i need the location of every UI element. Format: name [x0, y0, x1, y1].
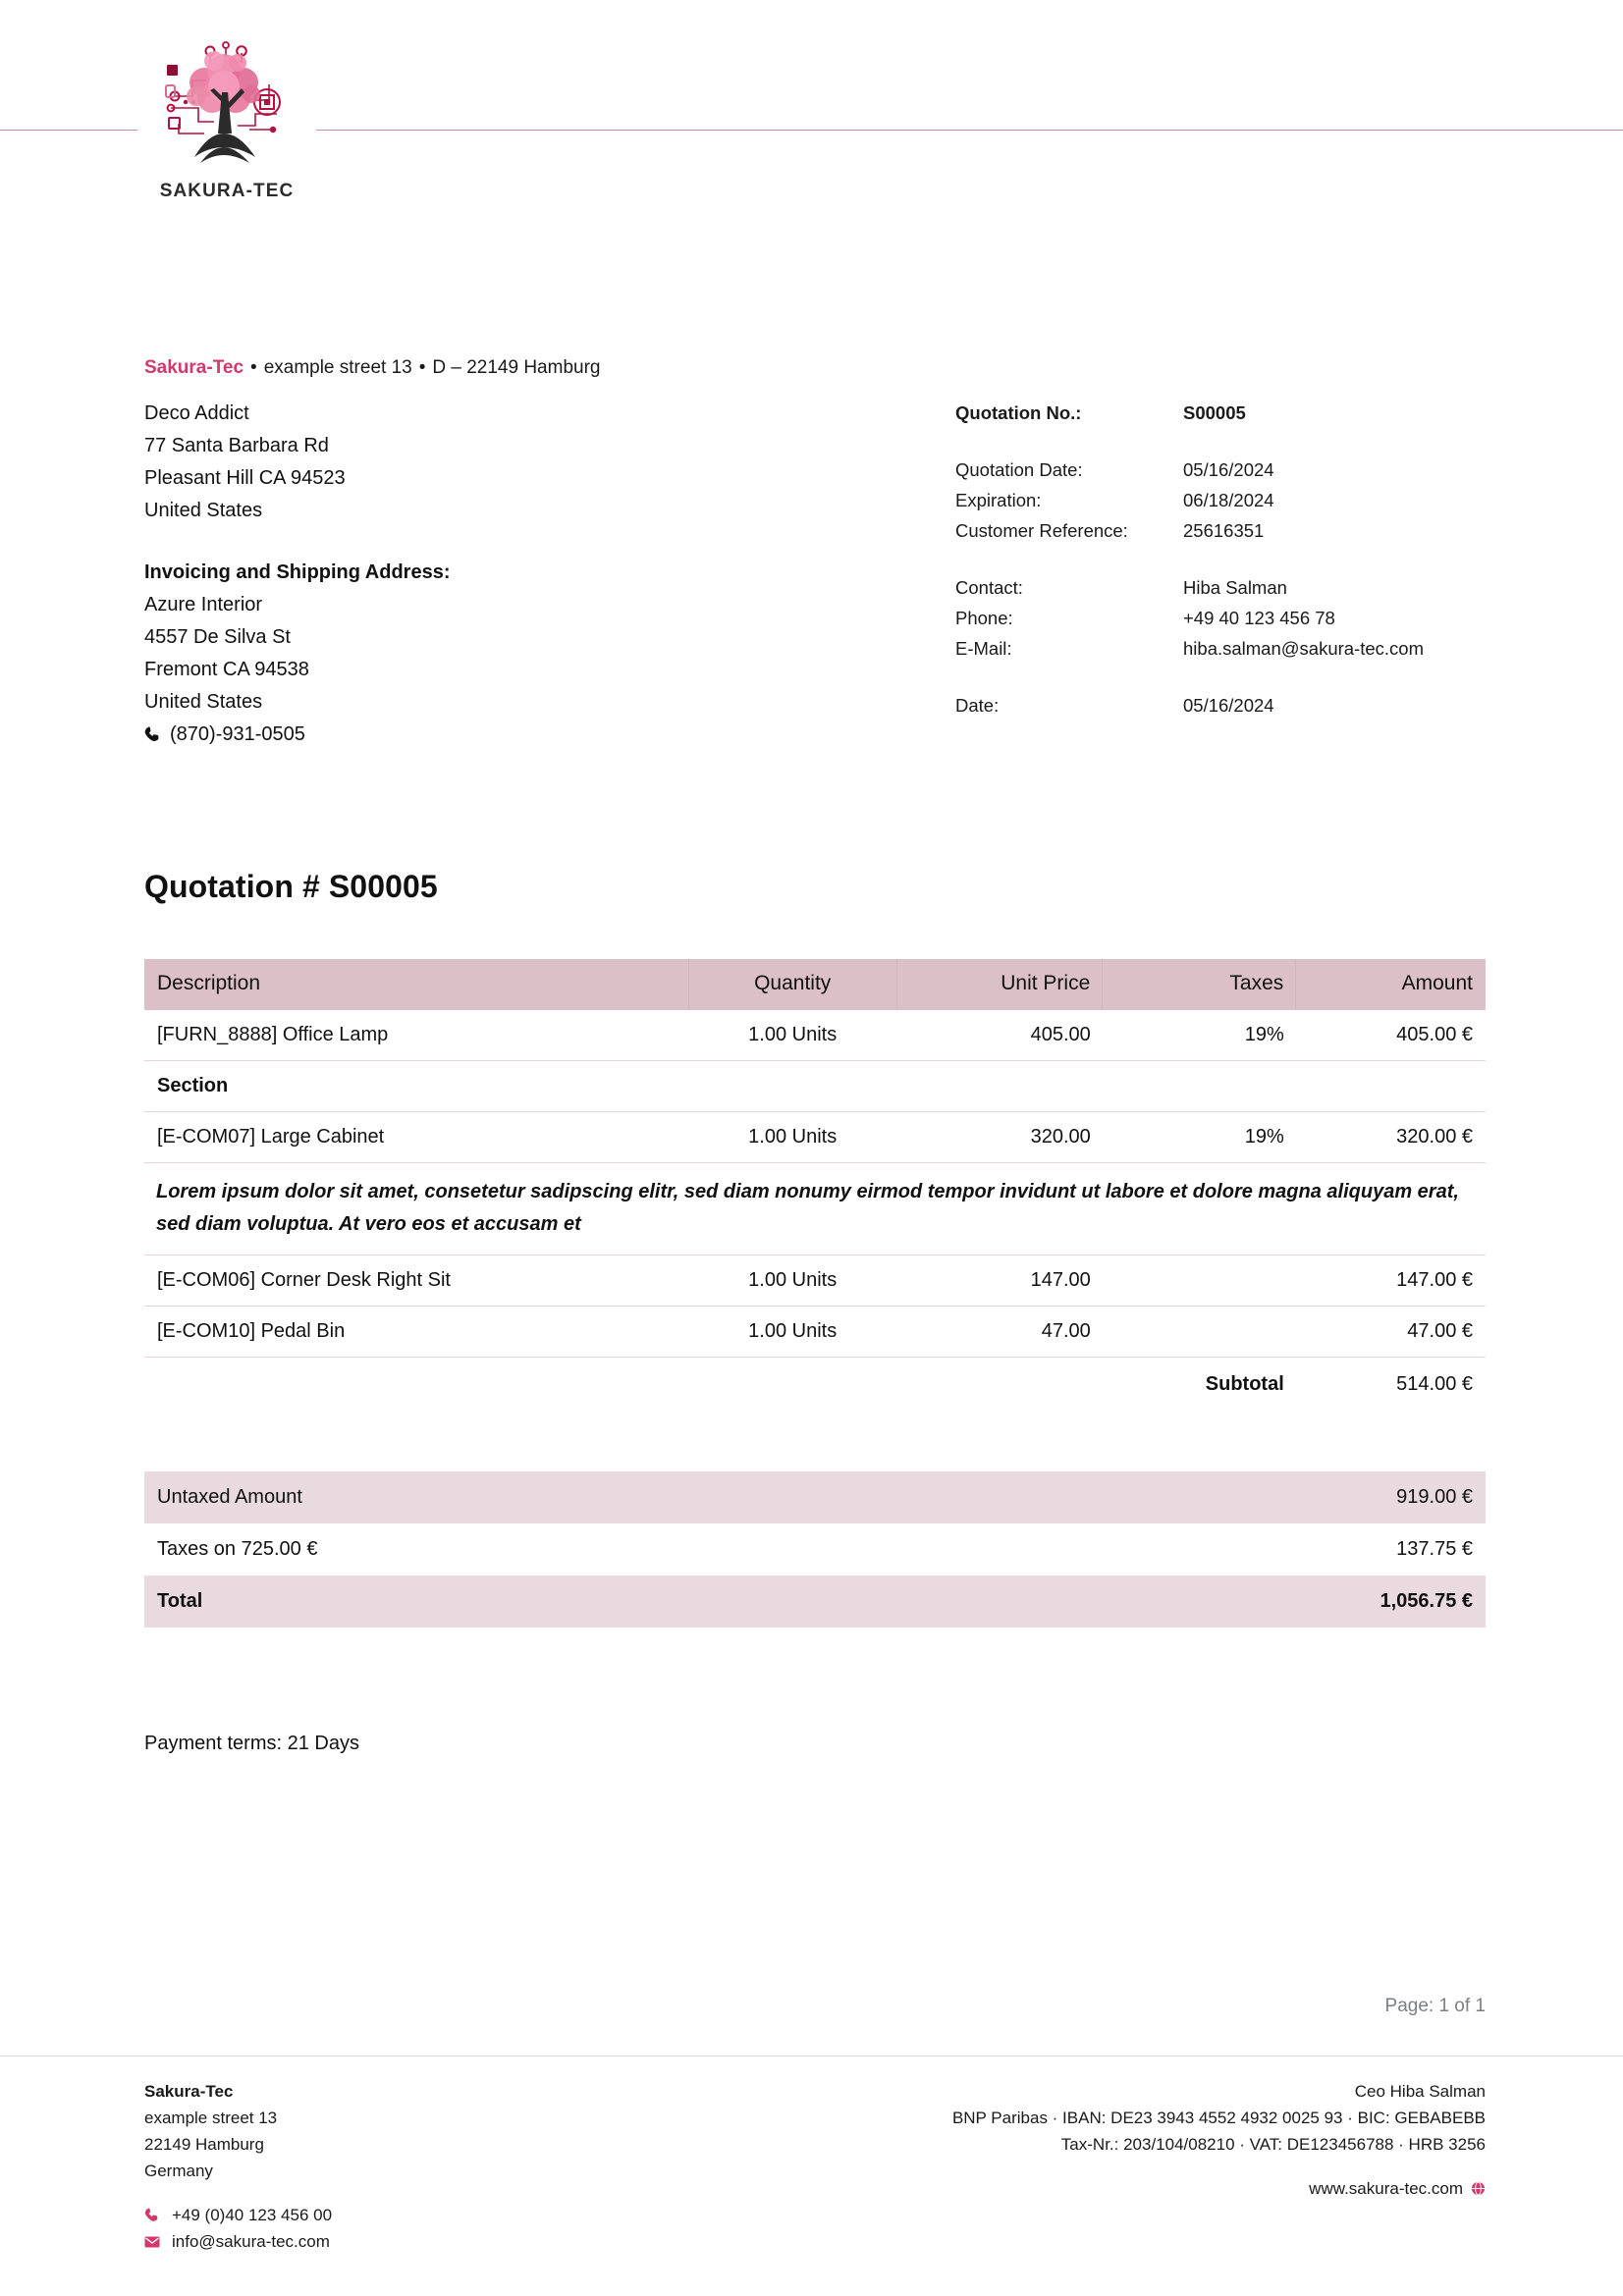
payment-terms-text: Payment terms: 21 Days [144, 1733, 359, 1754]
meta-label-contact: Contact: [955, 577, 1023, 598]
meta-value-quotation-date: 05/16/2024 [1183, 459, 1274, 480]
meta-value-phone: +49 40 123 456 78 [1183, 608, 1335, 628]
sender-city: D – 22149 Hamburg [432, 357, 601, 378]
row-unit-price: 320.00 [896, 1112, 1102, 1163]
footer-company-street: example street 13 [144, 2109, 278, 2127]
meta-spacer-3 [955, 664, 1424, 690]
footer-email-value: info@sakura-tec.com [172, 2232, 330, 2251]
subtotal-spacer [144, 1358, 1103, 1411]
footer-website-value: www.sakura-tec.com [1309, 2179, 1463, 2198]
footer-tax-details: Tax-Nr.: 203/104/08210 · VAT: DE123456788 · HRB 3256 [1060, 2135, 1486, 2154]
footer-phone-row [144, 2202, 332, 2228]
table-note-row [144, 1163, 1486, 1255]
shipping-phone-row [144, 719, 451, 751]
meta-row-contact [955, 572, 1424, 603]
footer-website-row [589, 2175, 1486, 2202]
total-value: 1,056.75 € [1216, 1575, 1486, 1628]
totals-row-total [144, 1575, 1486, 1628]
totals-row-untaxed [144, 1471, 1486, 1523]
footer-company-name: Sakura-Tec [144, 2082, 234, 2101]
total-label: Total [144, 1575, 1216, 1628]
meta-value-customer-reference: 25616351 [1183, 520, 1265, 541]
untaxed-amount-label: Untaxed Amount [144, 1471, 1216, 1523]
footer-ceo: Ceo Hiba Salman [1354, 2082, 1486, 2101]
meta-label-quotation-date: Quotation Date: [955, 459, 1083, 480]
column-header-unit-price: Unit Price [896, 959, 1102, 1010]
footer-company-city: 22149 Hamburg [144, 2135, 264, 2154]
footer-contact-block [144, 2202, 332, 2255]
meta-value-expiration: 06/18/2024 [1183, 490, 1274, 510]
sender-separator-2: • [418, 357, 426, 378]
footer-legal-block [589, 2078, 1486, 2202]
footer-company-country: Germany [144, 2162, 213, 2180]
customer-name: Deco Addict [144, 402, 249, 424]
taxes-label: Taxes on 725.00 € [157, 1538, 318, 1560]
sender-return-address-line [144, 357, 600, 379]
line-items-header-row [144, 959, 1486, 1010]
row-taxes [1103, 1255, 1296, 1307]
row-description: [FURN_8888] Office Lamp [144, 1010, 688, 1061]
globe-icon [1471, 2181, 1486, 2196]
address-block [144, 398, 451, 751]
meta-row-phone [955, 603, 1424, 633]
meta-spacer-1 [955, 428, 1424, 454]
row-unit-price: 147.00 [896, 1255, 1102, 1307]
meta-label-quotation-no: Quotation No.: [955, 402, 1082, 423]
meta-label-customer-reference: Customer Reference: [955, 520, 1128, 541]
row-amount: 405.00 € [1296, 1010, 1486, 1061]
shipping-phone-value: (870)-931-0505 [170, 723, 305, 745]
phone-icon [144, 2208, 160, 2223]
row-amount: 47.00 € [1296, 1307, 1486, 1358]
row-description: [E-COM07] Large Cabinet [144, 1112, 688, 1163]
table-row [144, 1112, 1486, 1163]
note-text: Lorem ipsum dolor sit amet, consetetur sadipscing elitr, sed diam nonumy eirmod tempor invidunt ut labore et dolore magna aliquyam erat, sed diam voluptua. At vero eos et accusam et [144, 1163, 1486, 1255]
customer-country: United States [144, 500, 263, 521]
meta-row-customer-reference [955, 515, 1424, 546]
sender-separator-1: • [250, 357, 257, 378]
shipping-street: 4557 De Silva St [144, 626, 291, 648]
meta-row-expiration [955, 485, 1424, 515]
row-amount: 147.00 € [1296, 1255, 1486, 1307]
meta-value-email: hiba.salman@sakura-tec.com [1183, 638, 1424, 659]
meta-value-quotation-no: S00005 [1183, 402, 1246, 423]
row-quantity: 1.00 Units [688, 1010, 896, 1061]
meta-row-email [955, 633, 1424, 664]
table-row [144, 1307, 1486, 1358]
shipping-address-heading: Invoicing and Shipping Address: [144, 561, 451, 583]
table-section-row [144, 1061, 1486, 1112]
row-taxes: 19% [1103, 1112, 1296, 1163]
subtotal-value: 514.00 € [1396, 1373, 1473, 1395]
row-description: [E-COM10] Pedal Bin [144, 1307, 688, 1358]
meta-value-contact: Hiba Salman [1183, 577, 1287, 598]
phone-icon [144, 726, 161, 743]
column-header-description: Description [144, 959, 688, 1010]
row-taxes [1103, 1307, 1296, 1358]
row-unit-price: 405.00 [896, 1010, 1102, 1061]
envelope-icon [144, 2236, 160, 2248]
meta-spacer-2 [955, 546, 1424, 572]
row-description: [E-COM06] Corner Desk Right Sit [144, 1255, 688, 1307]
company-logo [137, 31, 316, 202]
footer-phone-value: +49 (0)40 123 456 00 [172, 2206, 333, 2224]
meta-row-quotation-date [955, 454, 1424, 485]
taxes-value: 137.75 € [1396, 1538, 1473, 1560]
meta-label-expiration: Expiration: [955, 490, 1042, 510]
sakura-tree-circuit-icon [153, 31, 300, 179]
column-header-amount: Amount [1296, 959, 1486, 1010]
section-title: Section [144, 1061, 1486, 1112]
row-unit-price: 47.00 [896, 1307, 1102, 1358]
shipping-name: Azure Interior [144, 594, 263, 615]
meta-row-quotation-no [955, 398, 1424, 428]
totals-table [144, 1471, 1486, 1628]
meta-value-date: 05/16/2024 [1183, 695, 1274, 716]
row-quantity: 1.00 Units [688, 1112, 896, 1163]
customer-city: Pleasant Hill CA 94523 [144, 467, 346, 489]
footer-email-row [144, 2228, 332, 2255]
customer-street: 77 Santa Barbara Rd [144, 435, 329, 456]
page-title: Quotation # S00005 [144, 869, 438, 904]
footer-company-block [144, 2078, 332, 2255]
line-items-table [144, 959, 1486, 1410]
column-header-quantity: Quantity [688, 959, 896, 1010]
row-quantity: 1.00 Units [688, 1255, 896, 1307]
table-row [144, 1255, 1486, 1307]
totals-row-taxes [144, 1523, 1486, 1575]
page-number: Page: 1 of 1 [1384, 1996, 1486, 2016]
sender-company-name: Sakura-Tec [144, 357, 244, 378]
meta-row-date [955, 690, 1424, 721]
footer-bank-details: BNP Paribas · IBAN: DE23 3943 4552 4932 0025 93 · BIC: GEBABEBB [951, 2109, 1486, 2127]
quotation-meta-block [955, 398, 1424, 721]
shipping-city: Fremont CA 94538 [144, 659, 309, 680]
sender-street: example street 13 [263, 357, 412, 378]
row-quantity: 1.00 Units [688, 1307, 896, 1358]
meta-label-date: Date: [955, 695, 1000, 716]
row-amount: 320.00 € [1296, 1112, 1486, 1163]
table-row [144, 1010, 1486, 1061]
address-spacer [144, 527, 451, 557]
subtotal-label: Subtotal [1205, 1373, 1284, 1395]
meta-label-email: E-Mail: [955, 638, 1012, 659]
table-subtotal-row [144, 1358, 1486, 1411]
row-taxes: 19% [1103, 1010, 1296, 1061]
meta-label-phone: Phone: [955, 608, 1013, 628]
untaxed-amount-value: 919.00 € [1216, 1471, 1486, 1523]
column-header-taxes: Taxes [1103, 959, 1296, 1010]
logo-wordmark: SAKURA-TEC [159, 181, 295, 201]
shipping-country: United States [144, 691, 263, 713]
